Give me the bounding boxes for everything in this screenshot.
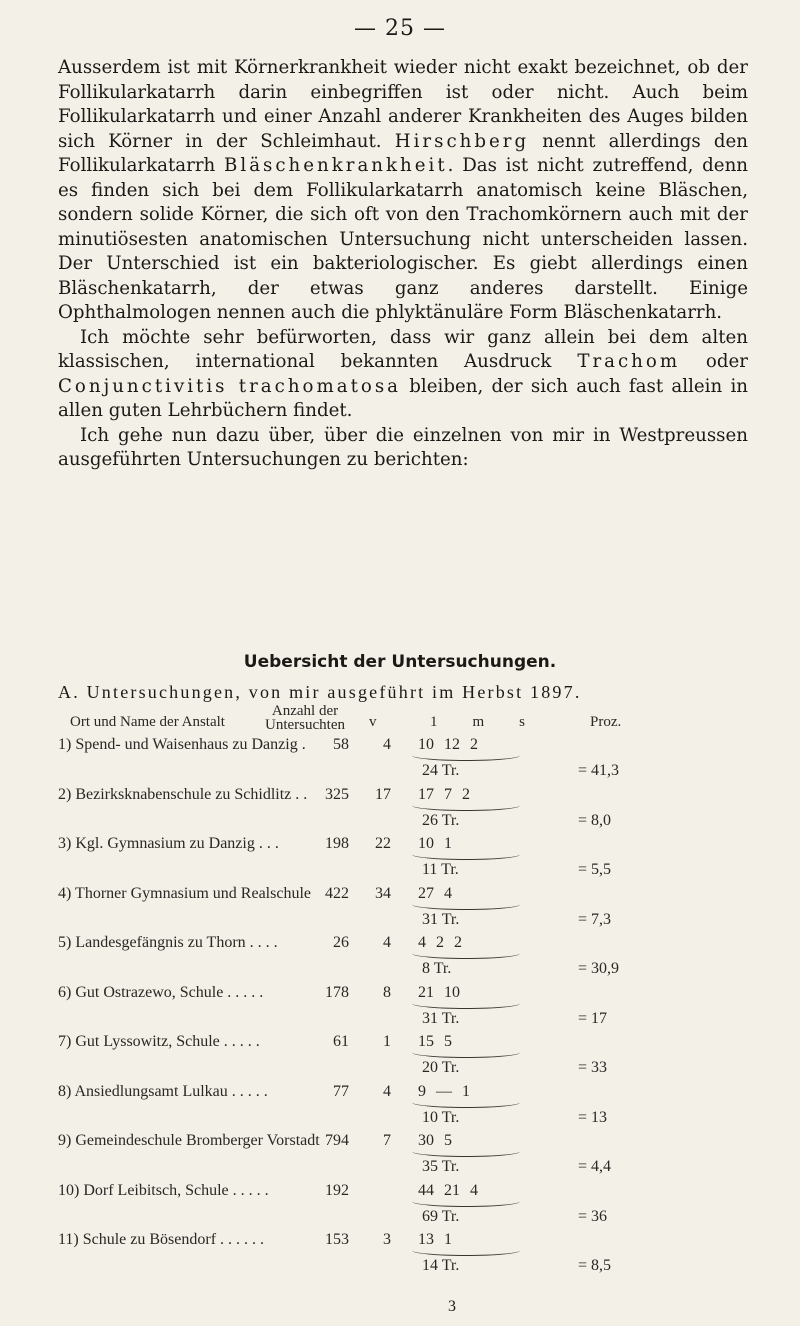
row-anzahl: 26	[333, 934, 349, 951]
brace-line	[412, 998, 520, 1009]
row-trachom-total: 20 Tr.	[422, 1059, 460, 1076]
row-v: 34	[375, 884, 391, 902]
column-header-m: m	[472, 714, 485, 730]
row-name: 1) Spend- und Waisenhaus zu Danzig .	[58, 736, 306, 753]
row-proz: = 33	[578, 1059, 608, 1076]
column-header-anzahl: Anzahl der Untersuchten	[265, 703, 345, 733]
row-proz: = 8,0	[578, 811, 612, 829]
row-proz: = 8,5	[578, 1257, 612, 1274]
row-name: 2) Bezirksknabenschule zu Schidlitz . .	[58, 785, 308, 803]
body-text	[58, 56, 748, 473]
column-header-ims	[430, 714, 525, 731]
trailing-number: 3	[448, 1298, 456, 1315]
row-ims: 44 21 4	[418, 1181, 478, 1199]
column-header-s: s	[519, 714, 525, 730]
row-trachom-total: 31 Tr.	[422, 1009, 460, 1027]
row-proz: = 13	[578, 1108, 608, 1126]
row-trachom-total: 11 Tr.	[422, 861, 459, 878]
emphasized-text: Bläschenkrankheit	[224, 155, 448, 176]
row-trachom-total: 10 Tr.	[422, 1108, 460, 1126]
row-ims: 27 4	[418, 884, 452, 902]
column-header-i: 1	[430, 714, 438, 730]
emphasized-text: Hirschberg	[394, 130, 530, 152]
row-name: 5) Landesgefängnis zu Thorn . . . .	[58, 934, 278, 951]
paragraph	[58, 424, 748, 473]
row-anzahl: 178	[325, 983, 349, 1001]
row-trachom-total: 8 Tr.	[422, 960, 452, 977]
row-anzahl: 192	[325, 1181, 349, 1199]
row-anzahl: 58	[333, 736, 349, 753]
brace-line	[412, 1146, 520, 1157]
text-run: bleiben, der sich auch fast allein in allen guten Lehrbüchern findet.	[58, 375, 748, 421]
text-run: nennt allerdings den Follikularkatarrh	[58, 130, 748, 176]
text-run: Ausserdem ist mit Körnerkrankheit wieder nicht exakt bezeichnet, ob der Follikularkatarrh darin einbegriffen ist oder nicht. Auch beim Follikularkatarrh und einer Anzahl anderer Krankheiten des Auges bilden sich Körner in der Schleimhaut.	[58, 57, 748, 152]
table-row	[0, 1231, 800, 1291]
row-name: 8) Ansiedlungsamt Lulkau . . . . .	[58, 1082, 268, 1100]
row-anzahl: 325	[325, 785, 349, 803]
row-trachom-total: 14 Tr.	[422, 1257, 460, 1274]
row-trachom-total: 24 Tr.	[422, 762, 460, 779]
paragraph	[58, 326, 748, 424]
row-v: 4	[383, 736, 391, 753]
row-proz: = 30,9	[578, 960, 620, 977]
emphasized-text: Trachom	[577, 351, 681, 372]
paragraph	[58, 56, 748, 326]
row-ims: 17 7 2	[418, 785, 470, 803]
brace-line	[412, 899, 520, 910]
brace-line	[412, 1245, 520, 1256]
row-trachom-total: 35 Tr.	[422, 1158, 460, 1175]
row-name: 7) Gut Lyssowitz, Schule . . . . .	[58, 1033, 260, 1050]
row-proz: = 7,3	[578, 910, 612, 928]
row-v: 3	[383, 1231, 391, 1248]
row-v: 1	[383, 1033, 391, 1050]
row-trachom-total: 26 Tr.	[422, 811, 460, 829]
row-ims: 21 10	[418, 983, 460, 1001]
row-ims: 10 12 2	[418, 736, 478, 753]
column-header-proz: Proz.	[590, 714, 622, 730]
page-number: — 25 —	[354, 16, 446, 41]
row-proz: = 17	[578, 1009, 608, 1027]
row-proz: = 36	[578, 1207, 608, 1225]
row-anzahl: 198	[325, 835, 349, 852]
row-name: 6) Gut Ostrazewo, Schule . . . . .	[58, 983, 264, 1001]
row-ims: 4 2 2	[418, 934, 462, 951]
row-proz: = 4,4	[578, 1158, 612, 1175]
brace-line	[412, 1047, 520, 1058]
row-anzahl: 794	[325, 1132, 349, 1149]
row-v: 22	[375, 835, 391, 852]
brace-line	[412, 849, 520, 860]
row-anzahl: 61	[333, 1033, 349, 1050]
row-v: 7	[383, 1132, 391, 1149]
text-run: Ich gehe nun dazu über, über die einzelnen von mir in Westpreussen ausgeführten Untersuchungen zu berichten:	[58, 424, 748, 470]
text-run: oder	[680, 351, 748, 372]
row-v: 8	[383, 983, 391, 1001]
brace-line	[412, 1097, 520, 1108]
row-trachom-total: 31 Tr.	[422, 910, 460, 928]
column-header-ort: Ort und Name der Anstalt	[70, 714, 225, 730]
row-name: 11) Schule zu Bösendorf . . . . . .	[58, 1231, 265, 1248]
row-ims: 13 1	[418, 1231, 452, 1248]
row-v: 4	[383, 934, 391, 951]
row-anzahl: 422	[325, 884, 349, 902]
row-proz: = 5,5	[578, 861, 612, 878]
row-anzahl: 153	[325, 1231, 349, 1248]
row-anzahl: 77	[333, 1082, 349, 1100]
row-trachom-total: 69 Tr.	[422, 1207, 460, 1225]
row-v: 17	[375, 785, 391, 803]
row-name: 4) Thorner Gymnasium und Realschule	[58, 884, 311, 902]
table-heading: Uebersicht der Untersuchungen.	[243, 652, 557, 672]
brace-line	[412, 800, 520, 811]
brace-line	[412, 1196, 520, 1207]
row-ims: 30 5	[418, 1132, 452, 1149]
row-ims: 9 — 1	[418, 1082, 470, 1100]
row-ims: 15 5	[418, 1033, 452, 1050]
row-proz: = 41,3	[578, 762, 620, 779]
row-name: 9) Gemeindeschule Bromberger Vorstadt	[58, 1132, 320, 1149]
row-ims: 10 1	[418, 835, 452, 852]
row-name: 10) Dorf Leibitsch, Schule . . . . .	[58, 1181, 269, 1199]
row-name: 3) Kgl. Gymnasium zu Danzig . . .	[58, 835, 279, 852]
brace-line	[412, 948, 520, 959]
table-subheading: A. Untersuchungen, von mir ausgeführt im Herbst 1897.	[58, 682, 582, 702]
text-run: . Das ist nicht zutreffend, denn es finden sich bei dem Follikularkatarrh anatomisch keine Bläschen, sondern solide Körner, die sich oft von den Trachomkörnern auch mit der minutiösesten anatomischen Untersuchung nicht unterscheiden lassen. Der Unterschied ist ein bakteriologischer. Es giebt allerdings einen Bläschenkatarrh, der etwas ganz anderes darstellt. Einige Ophthalmologen nennen auch die phlyktänuläre Form Bläschenkatarrh.	[58, 155, 748, 323]
emphasized-text: Conjunctivitis trachomatosa	[58, 375, 402, 397]
text-run: Ich möchte sehr befürworten, dass wir ganz allein bei dem alten klassischen, international bekannten Ausdruck	[58, 326, 748, 372]
brace-line	[412, 750, 520, 761]
column-header-v: v	[369, 714, 377, 730]
row-v: 4	[383, 1082, 391, 1100]
